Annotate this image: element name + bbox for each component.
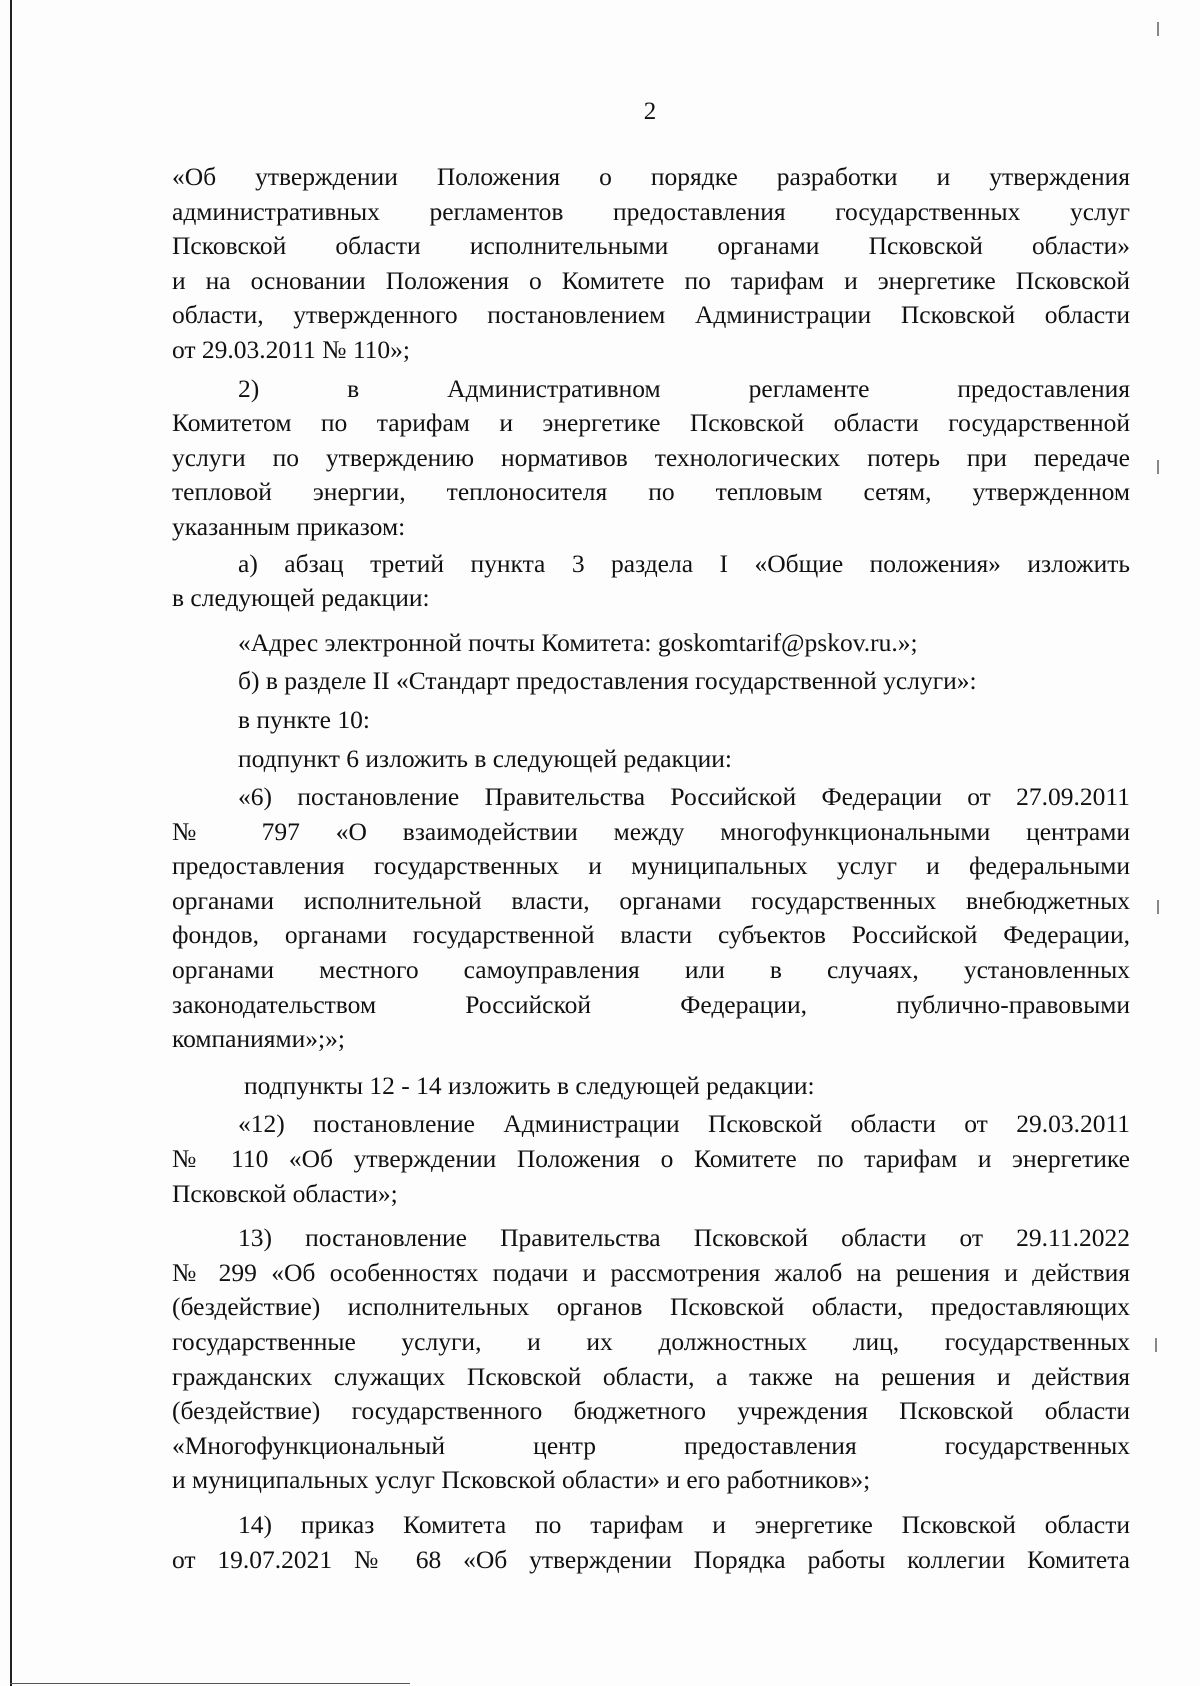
text-line: гражданских служащих Псковской области, а также на решения и действия: [172, 1361, 1130, 1391]
text-line: предоставления государственных и муниципальных услуг и федеральными: [172, 851, 1130, 881]
text-line: тепловой энергии, теплоносителя по тепловым сетям, утвержденном: [172, 477, 1130, 507]
text-line: от 19.07.2021 № 68 «Об утверждении Порядка работы коллегии Комитета: [172, 1544, 1130, 1574]
text-line: в пункте 10:: [238, 704, 370, 734]
text-line: б) в разделе II «Стандарт предоставления государственной услуги»:: [238, 666, 977, 696]
text-line: и на основании Положения о Комитете по тарифам и энергетике Псковской: [172, 265, 1130, 295]
text-line: Псковской области»;: [172, 1178, 398, 1208]
text-line: «Многофункциональный центр предоставления государственных: [172, 1430, 1130, 1460]
text-line: в следующей редакции:: [172, 583, 430, 613]
text-line: № 299 «Об особенностях подачи и рассмотрения жалоб на решения и действия: [172, 1257, 1130, 1287]
text-line: от 29.03.2011 № 110»;: [172, 334, 410, 364]
text-line: Псковской области исполнительными органами Псковской области»: [172, 231, 1130, 261]
text-line: подпункты 12 - 14 изложить в следующей редакции:: [244, 1070, 815, 1100]
text-line: органами местного самоуправления или в случаях, установленных: [172, 955, 1130, 985]
text-line: услуги по утверждению нормативов технологических потерь при передаче: [172, 442, 1130, 472]
scan-mark: [1157, 460, 1159, 474]
text-line: «12) постановление Администрации Псковской области от 29.03.2011: [238, 1109, 1130, 1139]
text-line: а) абзац третий пункта 3 раздела I «Общие положения» изложить: [238, 548, 1130, 578]
text-line: «Адрес электронной почты Комитета: goskomtarif@pskov.ru.»;: [238, 627, 918, 657]
text-line: «6) постановление Правительства Российской Федерации от 27.09.2011: [238, 782, 1130, 812]
page-number: 2: [643, 98, 657, 125]
text-line: органами исполнительной власти, органами государственных внебюджетных: [172, 885, 1130, 915]
text-line: 2) в Административном регламенте предоставления: [238, 373, 1130, 403]
text-line: 13) постановление Правительства Псковской области от 29.11.2022: [238, 1223, 1130, 1253]
text-line: компаниями»;»;: [172, 1024, 345, 1054]
scan-bottom-edge: [10, 1683, 410, 1684]
scan-mark: [1157, 900, 1159, 914]
text-line: подпункт 6 изложить в следующей редакции:: [238, 743, 732, 773]
text-line: (бездействие) государственного бюджетного учреждения Псковской области: [172, 1396, 1130, 1426]
text-line: 14) приказ Комитета по тарифам и энергетике Псковской области: [238, 1509, 1130, 1539]
scan-mark: [1157, 22, 1159, 36]
text-line: административных регламентов предоставления государственных услуг: [172, 196, 1130, 226]
text-line: № 797 «О взаимодействии между многофункциональными центрами: [172, 816, 1130, 846]
text-line: «Об утверждении Положения о порядке разработки и утверждения: [172, 162, 1130, 191]
text-line: фондов, органами государственной власти субъектов Российской Федерации,: [172, 920, 1130, 950]
text-line: законодательством Российской Федерации, публично-правовыми: [172, 989, 1130, 1019]
scan-mark: [1155, 1338, 1157, 1352]
text-line: области, утвержденного постановлением Администрации Псковской области: [172, 300, 1130, 330]
text-line: Комитетом по тарифам и энергетике Псковской области государственной: [172, 408, 1130, 438]
text-line: № 110 «Об утверждении Положения о Комитете по тарифам и энергетике: [172, 1144, 1130, 1174]
text-line: (бездействие) исполнительных органов Псковской области, предоставляющих: [172, 1292, 1130, 1322]
text-line: государственные услуги, и их должностных лиц, государственных: [172, 1327, 1130, 1356]
document-body: [172, 160, 1130, 1577]
text-line: и муниципальных услуг Псковской области» и его работников»;: [172, 1465, 871, 1495]
text-line: указанным приказом:: [172, 511, 406, 541]
scan-left-edge: [10, 0, 12, 1686]
